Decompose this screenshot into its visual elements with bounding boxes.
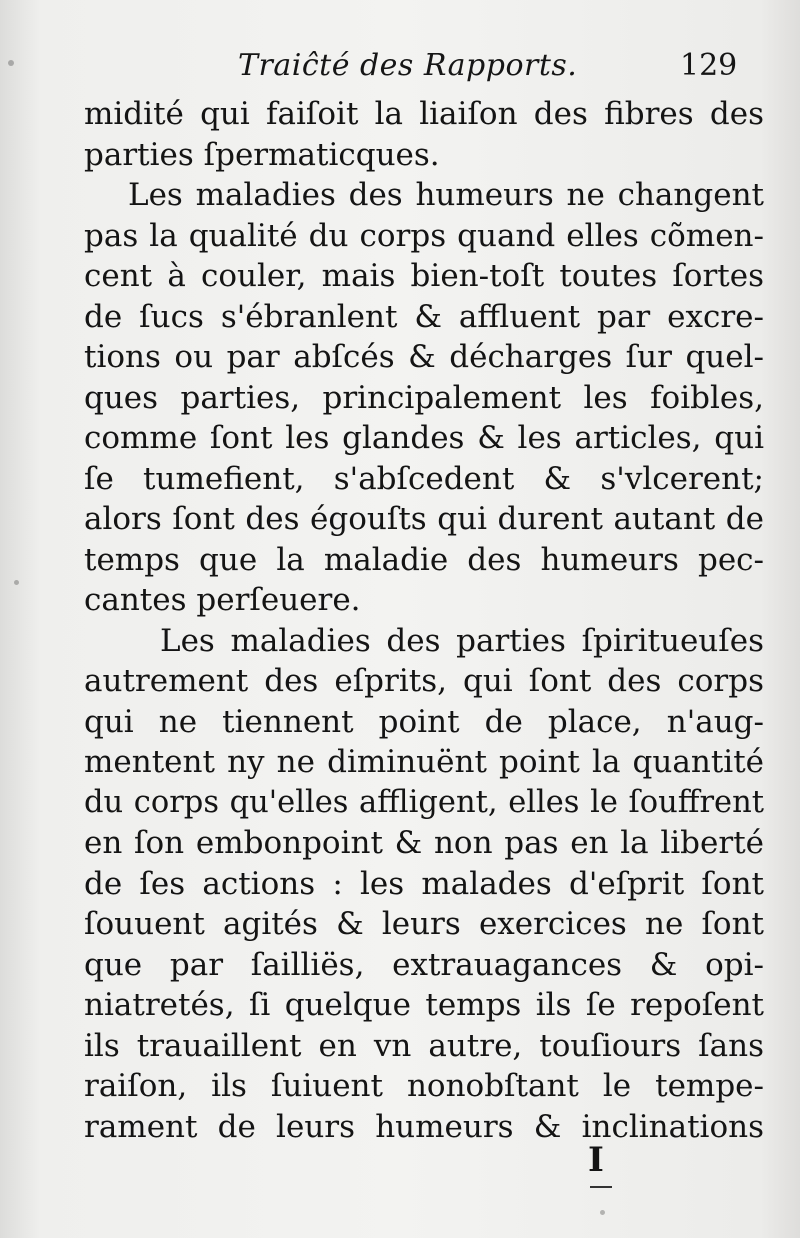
- text-line: Les maladies des humeurs ne changent: [128, 177, 764, 213]
- text-line: temps que la maladie des humeurs pec-: [84, 541, 764, 578]
- running-head: Traiĉté des Rapports.: [238, 48, 578, 83]
- text-line: ques parties, principalement les foibles,: [84, 379, 764, 416]
- text-line: ſe tumefient, s'abſcedent & s'vlcerent;: [84, 460, 764, 497]
- text-line: en ſon embonpoint & non pas en la liberté: [84, 825, 764, 861]
- text-line: Les maladies des parties ſpiritueuſes: [160, 622, 764, 659]
- text-line: ils trauaillent en vn autre, touſiours ſans: [84, 1027, 764, 1064]
- text-line: niatretés, ſi quelque temps ils ſe repoſent: [84, 987, 764, 1023]
- text-line: parties ſpermaticques.: [84, 136, 440, 173]
- text-line: cantes perſeuere.: [84, 582, 361, 618]
- text-line: raiſon, ils ſuiuent nonobſtant le tempe-: [84, 1068, 764, 1104]
- text-line: cent à couler, mais bien-toſt toutes ſortes: [84, 258, 764, 294]
- text-line: mentent ny ne diminuënt point la quantité: [84, 744, 764, 780]
- page-header: [0, 48, 800, 92]
- text-line: pas la qualité du corps quand elles cõmen-: [84, 217, 764, 254]
- text-line: de ſucs s'ébranlent & affluent par excre-: [84, 298, 764, 335]
- text-line: que par ſailliës, extrauagances & opi-: [84, 946, 764, 983]
- text-line: tions ou par abſcés & décharges ſur quel-: [84, 339, 764, 375]
- text-line: ſouuent agités & leurs exercices ne ſont: [84, 906, 764, 942]
- signature-mark: I: [588, 1140, 604, 1180]
- text-line: alors ſont des égouſts qui durent autant de: [84, 501, 764, 537]
- text-line: qui ne tiennent point de place, n'aug-: [84, 703, 764, 740]
- text-line: du corps qu'elles affligent, elles le ſouffrent: [84, 784, 764, 820]
- text-line: comme ſont les glandes & les articles, qui: [84, 420, 764, 456]
- text-line: autrement des eſprits, qui ſont des corps: [84, 663, 764, 699]
- body-text: [84, 94, 764, 1147]
- text-line: midité qui faiſoit la liaiſon des fibres des: [84, 96, 764, 132]
- ink-speck: [14, 580, 19, 585]
- page-number: 129: [680, 48, 738, 83]
- text-line: de ſes actions : les malades d'eſprit ſont: [84, 865, 764, 902]
- ink-speck: [600, 1210, 605, 1215]
- signature-underline: [590, 1186, 612, 1188]
- text-line: rament de leurs humeurs & inclinations: [84, 1108, 764, 1145]
